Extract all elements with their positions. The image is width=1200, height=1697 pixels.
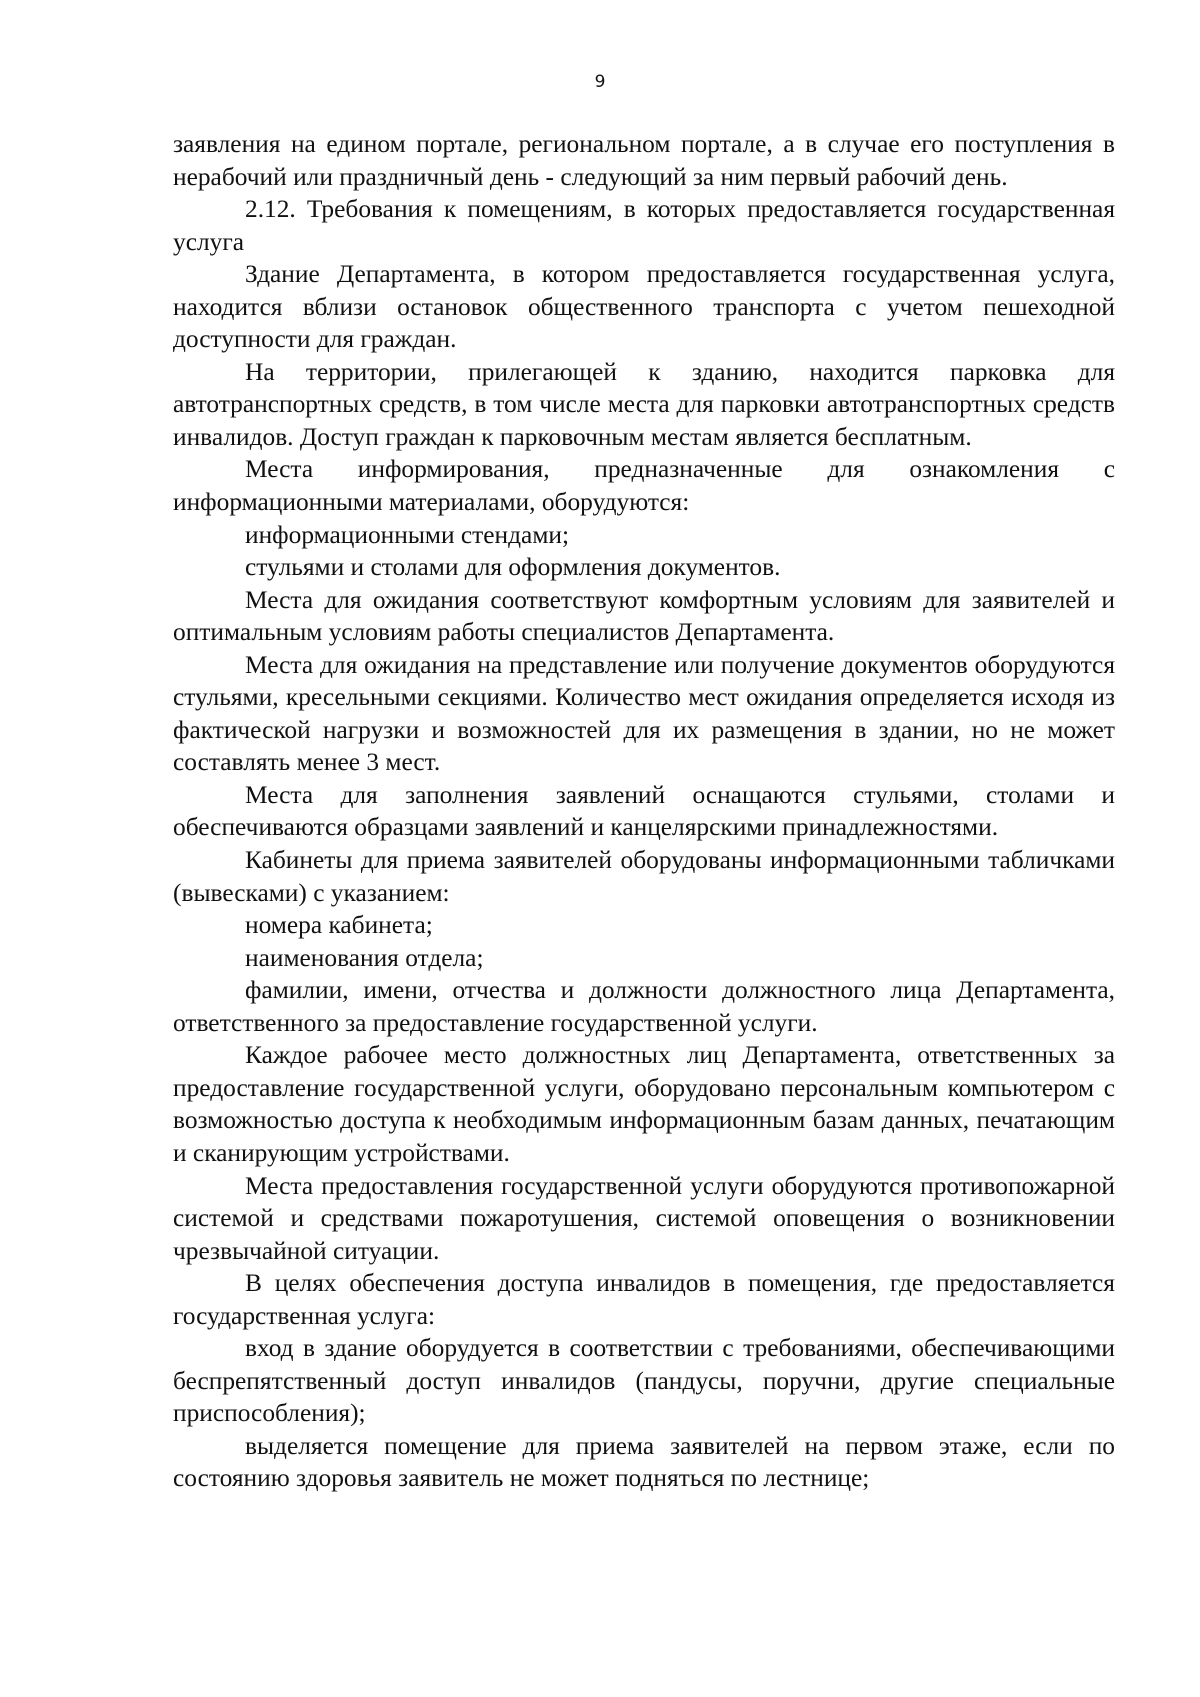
list-item: вход в здание оборудуется в соответствии с требованиями, обеспечивающими беспрепятственный доступ инвалидов (пандусы, поручни, другие специальные приспособления); — [173, 1334, 1115, 1428]
paragraph: Места для ожидания на представление или получение документов оборудуются стульями, кресельными секциями. Количество мест ожидания определяется исходя из фактической нагрузки и возможностей для их размещения в здании, но не может составлять менее 3 мест. — [173, 650, 1115, 777]
list-item: выделяется помещение для приема заявителей на первом этаже, если по состоянию здоровья заявитель не может подняться по лестнице; — [173, 1431, 1115, 1493]
list-item: фамилии, имени, отчества и должности должностного лица Департамента, ответственного за предоставление государственной услуги. — [173, 976, 1115, 1037]
paragraph-continuation: заявления на едином портале, региональном портале, а в случае его поступления в нерабочий или праздничный день - следующий за ним первый рабочий день. — [173, 130, 1115, 191]
paragraph: Места предоставления государственной услуги оборудуются противопожарной системой и средствами пожаротушения, системой оповещения о возникновении чрезвычайной ситуации. — [173, 1171, 1115, 1265]
list-item: стульями и столами для оформления документов. — [245, 553, 781, 582]
paragraph: На территории, прилегающей к зданию, находится парковка для автотранспортных средств, в том числе места для парковки автотранспортных средств инвалидов. Доступ граждан к парковочным местам является бесплатным. — [173, 357, 1115, 451]
paragraph: В целях обеспечения доступа инвалидов в помещения, где предоставляется государственная услуга: — [173, 1269, 1115, 1330]
paragraph: Кабинеты для приема заявителей оборудованы информационными табличками (вывесками) с указанием: — [173, 846, 1115, 907]
page-number: 9 — [594, 72, 606, 92]
list-item: номера кабинета; — [245, 911, 433, 940]
section-heading-2-12: 2.12. Требования к помещениям, в которых предоставляется государственная услуга — [173, 195, 1115, 256]
list-item: информационными стендами; — [245, 520, 570, 549]
paragraph: Места для ожидания соответствуют комфортным условиям для заявителей и оптимальным условиям работы специалистов Департамента. — [173, 585, 1115, 647]
list-item: наименования отдела; — [245, 943, 484, 972]
document-body — [173, 128, 1115, 1495]
paragraph: Каждое рабочее место должностных лиц Департамента, ответственных за предоставление государственной услуги, оборудовано персональным компьютером с возможностью доступа к необходимым информационным базам данных, печатающим и сканирующим устройствами. — [173, 1041, 1115, 1167]
paragraph: Места для заполнения заявлений оснащаются стульями, столами и обеспечиваются образцами заявлений и канцелярскими принадлежностями. — [173, 780, 1115, 842]
paragraph: Здание Департамента, в котором предоставляется государственная услуга, находится вблизи остановок общественного транспорта с учетом пешеходной доступности для граждан. — [173, 260, 1115, 354]
paragraph: Места информирования, предназначенные для ознакомления с информационными материалами, оборудуются: — [173, 455, 1115, 517]
